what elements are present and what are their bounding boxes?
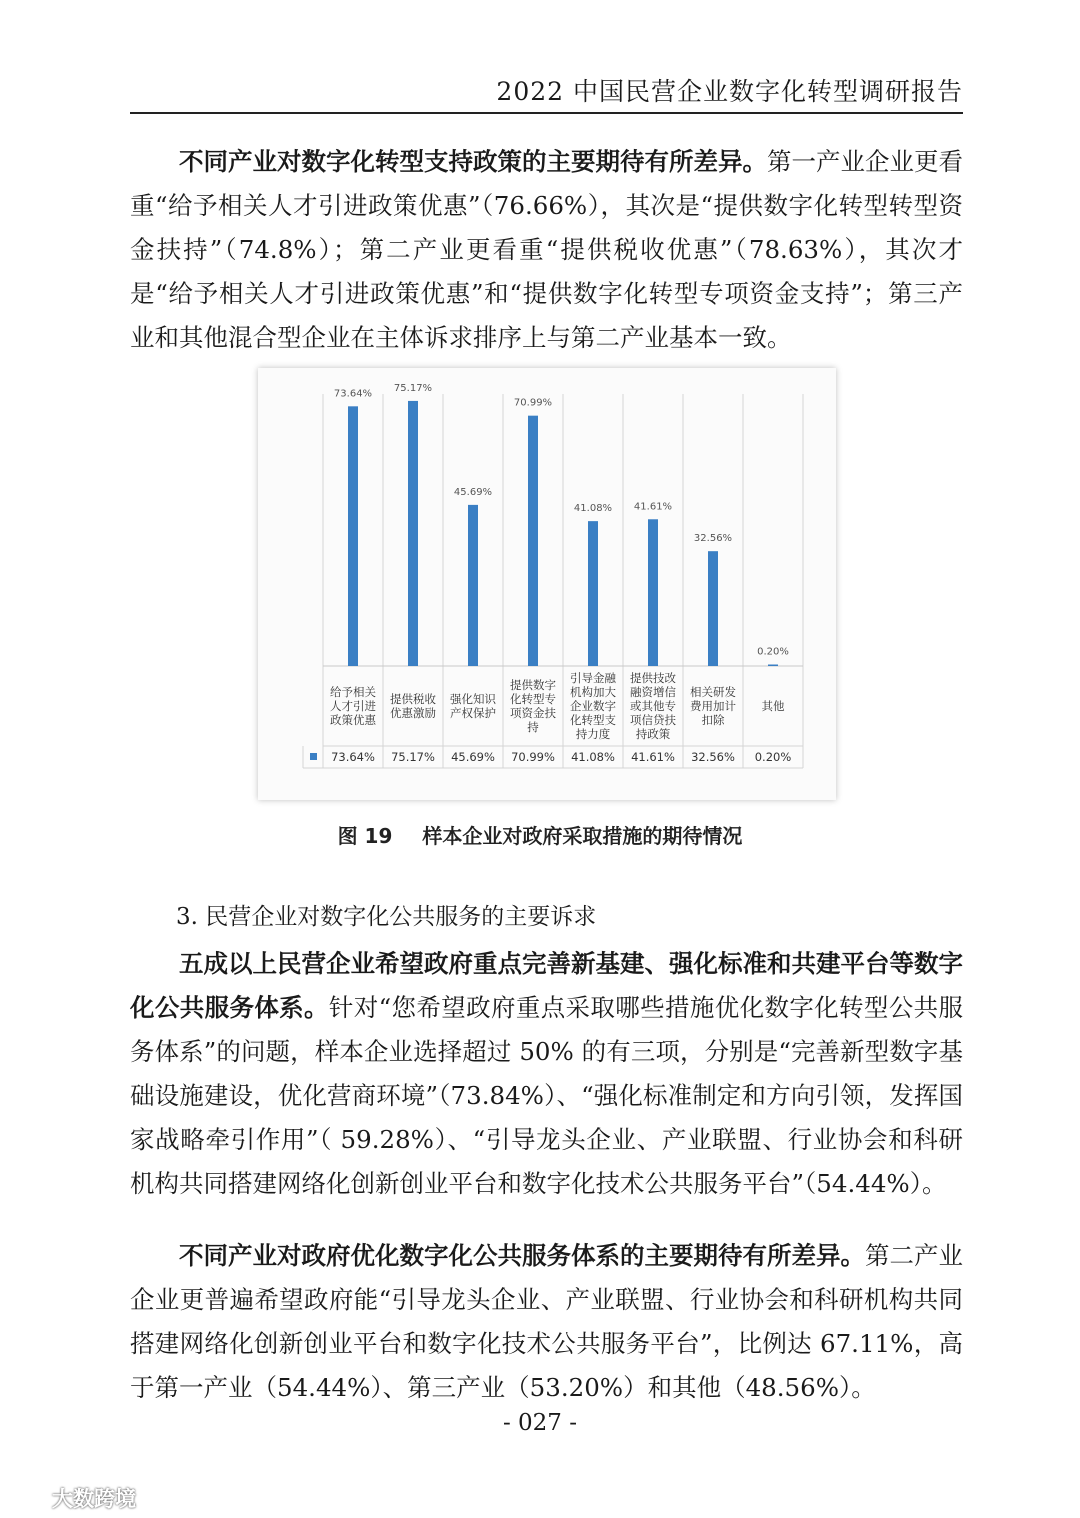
category-label-line: 强化知识 <box>450 692 496 706</box>
category-label-line: 提供数字 <box>510 678 556 692</box>
category-label-line: 扣除 <box>701 713 725 727</box>
data-label: 32.56% <box>693 533 733 545</box>
category-label-line: 提供税收 <box>390 692 436 706</box>
figure-caption <box>0 820 1080 849</box>
paragraph-public-services <box>130 942 963 1206</box>
paragraph-lead-bold: 不同产业对政府优化数字化公共服务体系的主要期待有所差异。 <box>179 1241 865 1270</box>
category-label-line: 融资增信 <box>630 685 676 699</box>
bar-chart-figure <box>258 368 836 800</box>
category-label-line: 企业数字 <box>570 699 616 713</box>
header-rule <box>130 112 963 114</box>
category-label <box>762 699 785 713</box>
category-label-line: 持政策 <box>635 727 671 741</box>
category-label-line: 化转型专 <box>510 692 556 706</box>
bar <box>408 401 418 666</box>
bar <box>348 406 358 666</box>
table-value: 45.69% <box>451 750 495 764</box>
figure-title: 样本企业对政府采取措施的期待情况 <box>422 824 743 848</box>
category-label <box>510 678 556 734</box>
bar <box>528 416 538 666</box>
table-value: 32.56% <box>691 750 735 764</box>
data-label: 73.64% <box>333 388 373 400</box>
category-label-line: 引导金融 <box>570 671 616 685</box>
category-label-line: 优惠激励 <box>390 706 436 720</box>
table-value: 0.20% <box>754 750 792 764</box>
category-label-line: 持 <box>527 720 539 734</box>
category-label <box>390 692 436 720</box>
figure-number: 图 19 <box>337 824 393 848</box>
data-label: 70.99% <box>513 397 553 409</box>
running-header: 2022 中国民营企业数字化转型调研报告 <box>496 77 963 106</box>
category-label-line: 项资金扶 <box>510 706 556 720</box>
category-label <box>690 685 736 727</box>
category-label-line: 机构加大 <box>570 685 616 699</box>
data-label: 45.69% <box>453 486 493 498</box>
category-label-line: 政策优惠 <box>330 713 376 727</box>
category-label-line: 相关研发 <box>690 685 736 699</box>
watermark-text: 大数跨境 <box>52 1487 136 1511</box>
data-label: 75.17% <box>393 382 433 394</box>
table-value: 75.17% <box>391 750 435 764</box>
table-value: 70.99% <box>511 750 555 764</box>
bar <box>468 505 478 666</box>
paragraph-industry-differences <box>130 1234 963 1410</box>
category-label <box>570 671 616 741</box>
category-label-line: 或其他专 <box>630 699 676 713</box>
paragraph-lead-bold: 不同产业对数字化转型支持政策的主要期待有所差异。 <box>179 147 767 176</box>
watermark-logo-icon <box>10 1487 48 1509</box>
paragraph-body: 第二产业企业更普遍希望政府能“引导龙头企业、产业联盟、行业协会和科研机构共同搭建网络化创新创业平台和数字化技术公共服务平台”，比例达 67.11%，高于第一产业（54.44%）、第三产业（53.20%）和其他（48.56%）。 <box>130 1241 963 1402</box>
category-label-line: 人才引进 <box>330 699 376 713</box>
category-label <box>630 671 676 741</box>
watermark <box>10 1483 136 1513</box>
table-value: 73.64% <box>331 750 375 764</box>
category-label-line: 持力度 <box>575 727 611 741</box>
category-label-line: 提供技改 <box>630 671 676 685</box>
bar <box>708 551 718 666</box>
table-value: 41.08% <box>571 750 615 764</box>
data-label: 41.08% <box>573 503 613 515</box>
category-label-line: 给予相关 <box>330 685 376 699</box>
bar <box>588 521 598 666</box>
paragraph-policy-differences <box>130 140 963 360</box>
category-label <box>330 685 376 727</box>
bar <box>768 665 778 667</box>
category-label <box>450 692 496 720</box>
category-label-line: 费用加计 <box>690 699 736 713</box>
category-label-line: 项信贷扶 <box>630 713 676 727</box>
paragraph-lead-bold: 五成以上民营企业希望政府重点完善新基建、强化标准和共建平台等数字化公共服务体系。 <box>130 949 963 1022</box>
bar-chart <box>258 368 836 800</box>
paragraph-body: 第一产业企业更看重“给予相关人才引进政策优惠”（76.66%），其次是“提供数字化转型转型资金扶持”（74.8%）；第二产业更看重“提供税收优惠”（78.63%），其次才是“给予相关人才引进政策优惠”和“提供数字化转型专项资金支持”；第三产业和其他混合型企业在主体诉求排序上与第二产业基本一致。 <box>130 147 963 352</box>
paragraph-body: 针对“您希望政府重点采取哪些措施优化数字化转型公共服务体系”的问题，样本企业选择超过 50% 的有三项，分别是“完善新型数字基础设施建设，优化营商环境”（73.84%）、“强化标准制定和方向引领，发挥国家战略牵引作用”（ 59.28%）、“引导龙头企业、产业联盟、行业协会和科研机构共同搭建网络化创新创业平台和数字化技术公共服务平台”（54.44%）。 <box>130 993 963 1198</box>
legend-swatch <box>310 753 317 760</box>
category-label-line: 化转型支 <box>570 713 616 727</box>
data-label: 41.61% <box>633 501 673 513</box>
table-value: 41.61% <box>631 750 675 764</box>
bar <box>648 519 658 666</box>
page-number: - 027 - <box>502 1410 578 1436</box>
data-label: 0.20% <box>757 646 789 658</box>
section-heading: 3. 民营企业对数字化公共服务的主要诉求 <box>176 904 597 930</box>
category-label-line: 产权保护 <box>450 706 496 720</box>
category-label-line: 其他 <box>761 699 785 713</box>
